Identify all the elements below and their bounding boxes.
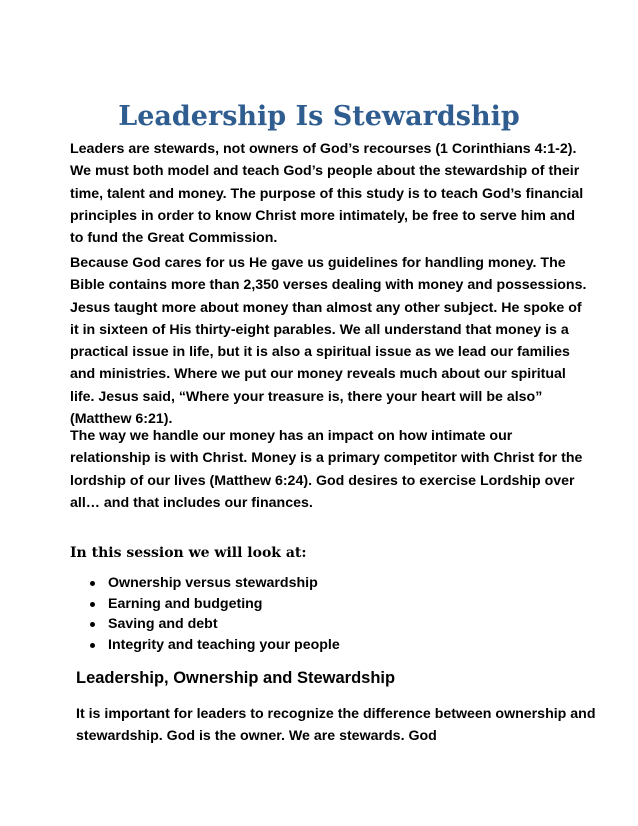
list-item-label: Integrity and teaching your people: [108, 636, 340, 653]
paragraph-intro: Leaders are stewards, not owners of God’s recourses (1 Corinthians 4:1-2). We must both model and teach God’s people about the stewardship of their time, talent and money. The purpose of this study is to teach God’s financial principles in order to know Christ more intimately, be free to serve him and to fund the Great Commission.: [70, 141, 584, 247]
section-subheading: Leadership, Ownership and Stewardship: [76, 669, 396, 687]
bullet-icon: [90, 622, 95, 627]
session-list: [70, 573, 340, 655]
paragraph-closing: It is important for leaders to recognize the difference between ownership and stewardship. God is the owner. We are stewards. God: [76, 706, 596, 745]
list-item-label: Saving and debt: [108, 616, 218, 632]
list-item: [70, 573, 340, 594]
page-title: Leadership Is Stewardship: [118, 101, 520, 132]
bullet-icon: [90, 602, 95, 607]
list-item: [70, 635, 340, 656]
paragraph-guidelines: Because God cares for us He gave us guidelines for handling money. The Bible contains more than 2,350 verses dealing with money and possessions. Jesus taught more about money than almost any other subject. He spoke of it in sixteen of His thirty-eight parables. We all understand that money is a practical issue in life, but it is also a spiritual issue as we lead our families and ministries. Where we put our money reveals much about our spiritual life. Jesus said, “Where your treasure is, there your heart will be also” (Matthew 6:21).: [70, 255, 587, 428]
list-item: [70, 594, 340, 615]
list-item: [70, 614, 340, 635]
session-heading: In this session we will look at:: [70, 545, 307, 561]
bullet-icon: [90, 581, 95, 586]
list-item-label: Earning and budgeting: [108, 595, 263, 612]
paragraph-impact: The way we handle our money has an impact on how intimate our relationship is with Christ. Money is a primary competitor with Christ for the lordship of our lives (Matthew 6:24). God desires to exercise Lordship over all… and that includes our finances.: [70, 428, 583, 511]
list-item-label: Ownership versus stewardship: [108, 575, 318, 591]
bullet-icon: [90, 643, 95, 648]
